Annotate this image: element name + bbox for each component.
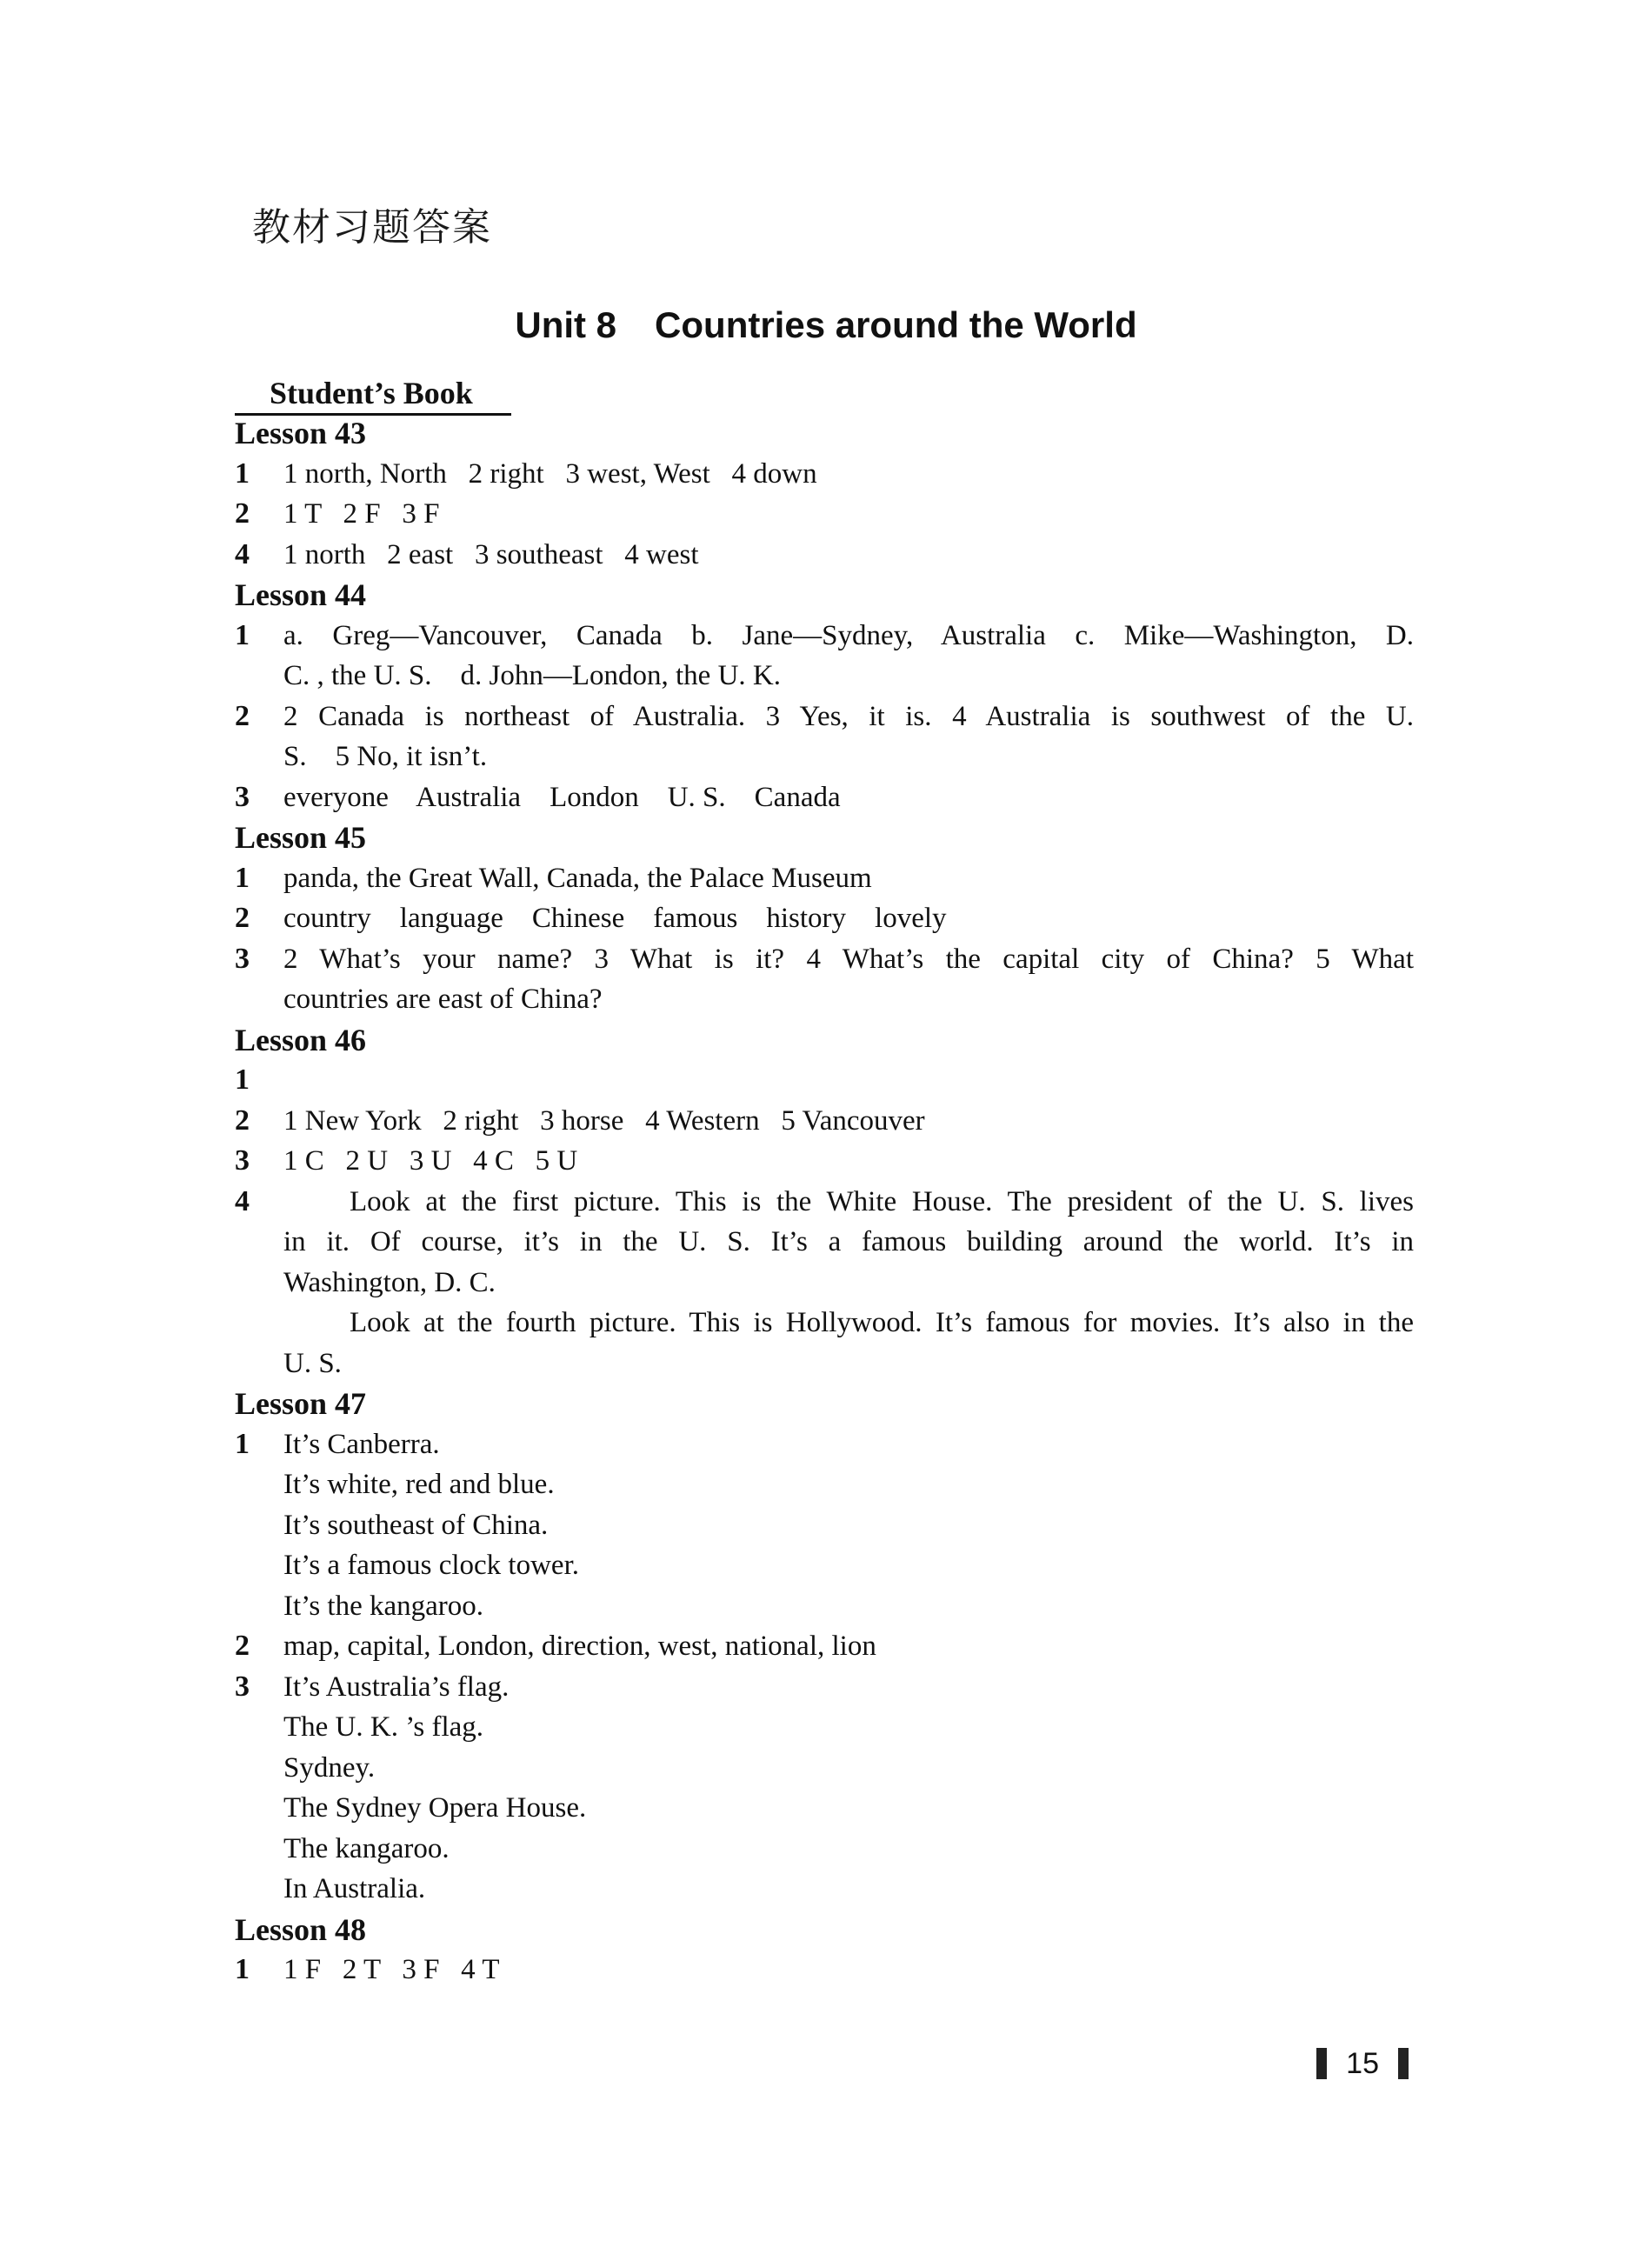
exercise (235, 858, 1414, 899)
exercise-number: 2 (235, 497, 250, 530)
exercise-number: 2 (235, 902, 250, 934)
exercise-number: 2 (235, 1104, 250, 1137)
answers-content (235, 413, 1414, 1991)
exercise-number: 1 (235, 861, 250, 894)
answer-line: Look at the fourth picture. This is Hollywood. It’s famous for movies. It’s also in the (350, 1307, 1414, 1338)
exercise (235, 1101, 1414, 1142)
page-footer (1316, 2048, 1409, 2079)
exercise (235, 697, 1414, 777)
answer-line: country language Chinese famous history lovely (283, 903, 947, 934)
exercise-number: 4 (235, 1184, 250, 1217)
exercise-number: 1 (235, 1427, 250, 1460)
unit-title (0, 304, 1652, 346)
answer-line: The U. K. ’s flag. (283, 1711, 484, 1743)
answer-line: S. 5 No, it isn’t. (283, 741, 488, 772)
exercise (235, 1950, 1414, 1991)
exercise (235, 1667, 1414, 1910)
answer-line: panda, the Great Wall, Canada, the Palace Museum (283, 862, 872, 894)
section-label: 教材习题答案 (252, 205, 492, 250)
answer-line: Washington, D. C. (283, 1266, 496, 1298)
answer-line: U. S. (283, 1347, 342, 1379)
answer-line: 1 north 2 east 3 southeast 4 west (283, 538, 699, 570)
answer-line: The Sydney Opera House. (283, 1792, 587, 1824)
exercise (235, 898, 1414, 939)
answer-line: 1 F 2 T 3 F 4 T (283, 1954, 500, 1985)
answer-line: 1 T 2 F 3 F (283, 498, 440, 530)
exercise (235, 616, 1414, 697)
exercise (235, 1182, 1414, 1384)
unit-label: Unit 8 (515, 304, 617, 345)
answer-line: It’s Australia’s flag. (283, 1670, 510, 1703)
answer-line: C. , the U. S. d. John—London, the U. K. (283, 660, 781, 691)
answer-line: 1 New York 2 right 3 horse 4 Western 5 Vancouver (283, 1104, 925, 1137)
exercise (235, 777, 1414, 818)
page-number: 15 (1346, 2046, 1379, 2080)
exercise (235, 454, 1414, 495)
lesson-heading: Lesson 44 (235, 577, 367, 612)
answer-line: It’s a famous clock tower. (283, 1550, 579, 1581)
exercise (235, 535, 1414, 576)
exercise-number: 3 (235, 1670, 250, 1703)
exercise (235, 494, 1414, 535)
lesson-heading: Lesson 43 (235, 416, 367, 450)
exercise-number: 3 (235, 1144, 250, 1177)
unit-name: Countries around the World (655, 304, 1137, 345)
answer-line: countries are east of China? (283, 984, 603, 1015)
answer-line: 1 C 2 U 3 U 4 C 5 U (283, 1145, 578, 1177)
exercise (235, 1424, 1414, 1627)
exercise (235, 1626, 1414, 1667)
lesson-heading: Lesson 45 (235, 820, 367, 855)
exercise-number: 1 (235, 618, 250, 651)
answer-line: in it. Of course, it’s in the U. S. It’s a famous building around the world. It’s in (283, 1226, 1414, 1257)
answer-line: It’s southeast of China. (283, 1509, 549, 1541)
answer-line: The kangaroo. (283, 1832, 450, 1864)
exercise-number: 1 (235, 1953, 250, 1985)
answer-line (283, 1060, 1414, 1101)
book-heading: Student’s Book (235, 374, 511, 416)
exercise (235, 939, 1414, 1020)
answer-line: Sydney. (283, 1751, 376, 1784)
answer-line: In Australia. (283, 1873, 426, 1904)
answer-line: everyone Australia London U. S. Canada (283, 781, 841, 813)
exercise-number: 3 (235, 942, 250, 975)
exercise-number: 4 (235, 537, 250, 570)
answer-line: Look at the first picture. This is the White House. The president of the U. S. lives (350, 1185, 1414, 1217)
answer-line: map, capital, London, direction, west, national, lion (283, 1630, 876, 1662)
exercise (235, 1060, 1414, 1101)
exercise-number: 1 (235, 1064, 250, 1096)
answer-line: It’s the kangaroo. (283, 1590, 484, 1622)
exercise-number: 2 (235, 1630, 250, 1662)
answer-line: 2 Canada is northeast of Australia. 3 Yes, it is. 4 Australia is southwest of the U. (283, 700, 1414, 732)
answer-line: It’s Canberra. (283, 1428, 440, 1460)
exercise (235, 1141, 1414, 1182)
answer-line: a. Greg—Vancouver, Canada b. Jane—Sydney, Australia c. Mike—Washington, D. (283, 619, 1414, 651)
footer-bar-right (1398, 2048, 1409, 2079)
footer-bar-left (1316, 2048, 1327, 2079)
exercise-number: 1 (235, 457, 250, 490)
answer-line: 1 north, North 2 right 3 west, West 4 down (283, 457, 817, 490)
lesson-heading: Lesson 47 (235, 1386, 367, 1421)
lesson-heading: Lesson 48 (235, 1911, 367, 1947)
answer-line: 2 What’s your name? 3 What is it? 4 What’s the capital city of China? 5 What (283, 943, 1414, 975)
exercise-number: 2 (235, 699, 250, 732)
lesson-heading: Lesson 46 (235, 1022, 367, 1057)
answer-line: It’s white, red and blue. (283, 1469, 555, 1500)
exercise-number: 3 (235, 780, 250, 813)
